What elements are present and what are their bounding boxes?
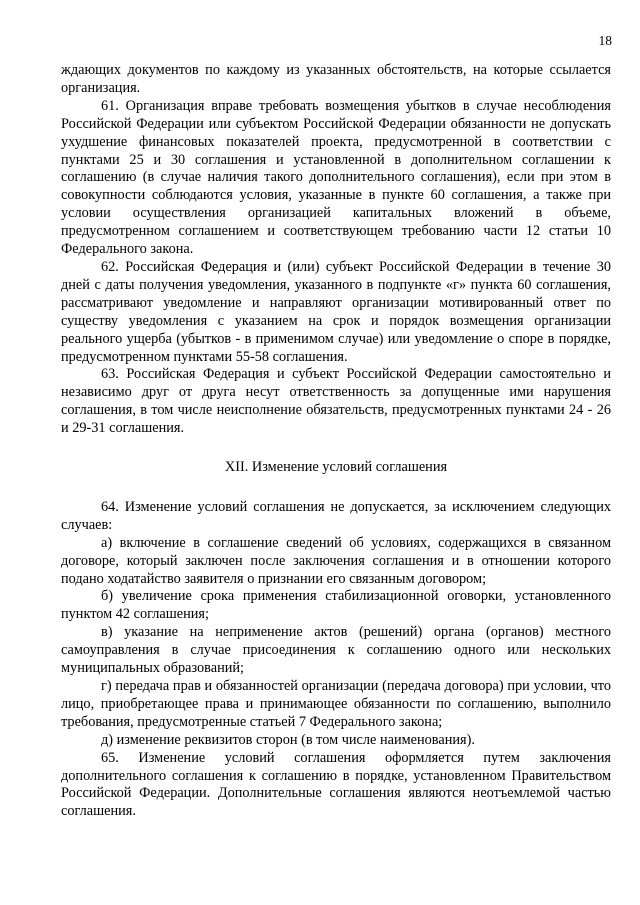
document-body xyxy=(61,62,611,821)
page-number: 18 xyxy=(598,33,612,48)
paragraph-64-a: а) включение в соглашение сведений об условиях, содержащихся в связанном договоре, который заключен после заключения соглашения и в отношении которого подано ходатайство заявителя о признании его связанным договором; xyxy=(61,534,611,587)
paragraph-64-b: б) увеличение срока применения стабилизационной оговорки, установленного пунктом 42 соглашения; xyxy=(61,588,611,623)
paragraph-64: 64. Изменение условий соглашения не допускается, за исключением следующих случаев: xyxy=(61,498,611,533)
paragraph-61: 61. Организация вправе требовать возмещения убытков в случае несоблюдения Российской Федерации или субъектом Российской Федерации обязанности не допускать ухудшение финансовых показателей проекта, предусмотренной в соответствии с пунктами 25 и 30 соглашения и установленной в дополнительном соглашении к соглашению (в случае наличия такого дополнительного соглашения), если при этом в совокупности соблюдаются условия, указанные в пункте 60 соглашения, а также при условии осуществления организацией капитальных вложений в объеме, предусмотренном соглашением и соответствующем требованию части 12 статьи 10 Федерального закона. xyxy=(61,97,611,258)
paragraph-63: 63. Российская Федерация и субъект Российской Федерации самостоятельно и независимо друг от друга несут ответственность за допущенные ими нарушения соглашения, в том числе неисполнение обязательств, предусмотренных пунктами 24 - 26 и 29-31 соглашения. xyxy=(61,366,611,437)
paragraph-62: 62. Российская Федерация и (или) субъект Российской Федерации в течение 30 дней с даты получения уведомления, указанного в подпункте «г» пункта 60 соглашения, рассматривают уведомление и направляют организации мотивированный ответ по существу уведомления с указанием на срок и порядок возмещения организации реального ущерба (убытков - в применимом случае) или уведомление о споре в порядке, предусмотренном пунктами 55-58 соглашения. xyxy=(61,258,611,365)
paragraph-continuation: ждающих документов по каждому из указанных обстоятельств, на которые ссылается организация. xyxy=(61,62,611,96)
paragraph-64-c: в) указание на неприменение актов (решений) органа (органов) местного самоуправления в случае присоединения к соглашению одного или нескольких муниципальных образований; xyxy=(61,624,611,677)
section-heading: XII. Изменение условий соглашения xyxy=(224,459,448,476)
paragraph-65: 65. Изменение условий соглашения оформляется путем заключения дополнительного соглашения к соглашению в порядке, установленном Правительством Российской Федерации. Дополнительные соглашения являются неотъемлемой частью соглашения. xyxy=(61,749,611,820)
paragraph-64-g: г) передача прав и обязанностей организации (передача договора) при условии, что лицо, приобретающее права и принимающее обязанности по соглашению, выполнило требования, предусмотренные статьей 7 Федерального закона; xyxy=(61,678,611,730)
paragraph-64-d: д) изменение реквизитов сторон (в том числе наименования). xyxy=(101,731,475,748)
